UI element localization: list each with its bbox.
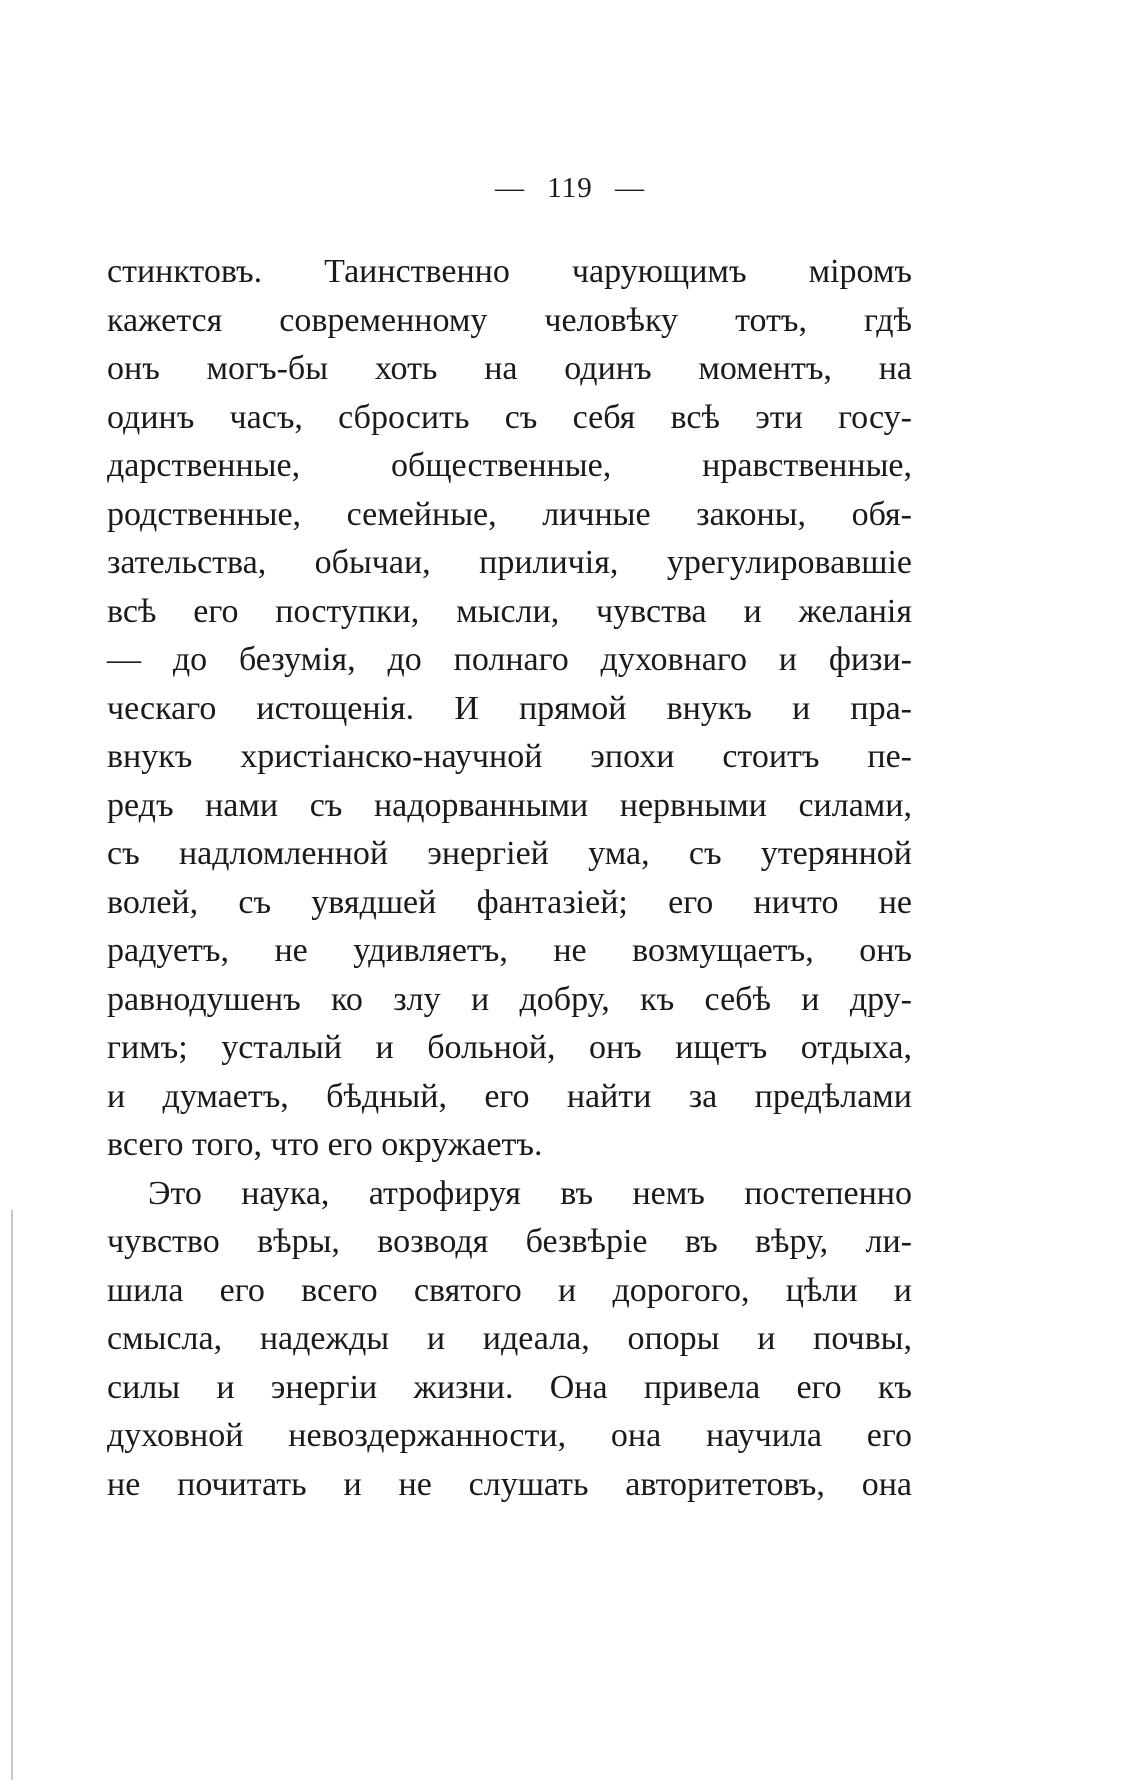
text-line: чувство вѣры, возводя безвѣріе въ вѣру, ли- [107,1223,912,1260]
scan-edge-mark [11,1210,13,1780]
text-line: онъ могъ-бы хоть на одинъ моментъ, на [107,350,912,387]
text-line: редъ нами съ надорванными нервными силами, [107,786,912,824]
paragraph-2 [107,1170,912,1510]
text-line: равнодушенъ ко злу и добру, къ себѣ и дру- [107,980,912,1018]
paragraph-1 [107,248,912,1170]
text-line: родственные, семейные, личные законы, обя- [107,495,912,533]
text-line: Это наука, атрофируя въ немъ постепенно [148,1174,912,1212]
text-line: дарственные, общественные, нравственные, [107,447,912,484]
text-line: — до безумія, до полнаго духовнаго и физи- [107,641,912,678]
text-line: зательства, обычаи, приличія, урегулировавшіе [107,544,912,581]
text-line: стинктовъ. Таинственно чарующимъ міромъ [107,253,912,290]
text-line: шила его всего святого и дорогого, цѣли и [107,1271,912,1309]
text-line: силы и энергіи жизни. Она привела его къ [107,1368,912,1406]
text-line: внукъ христіанско-научной эпохи стоитъ пе- [107,738,912,775]
text-line: кажется современному человѣку тотъ, гдѣ [107,301,912,339]
text-line: всего того, что его окружаетъ. [107,1126,543,1163]
text-line: гимъ; усталый и больной, онъ ищетъ отдыха, [107,1029,912,1066]
text-line: радуетъ, не удивляетъ, не возмущаетъ, онъ [107,932,912,969]
page-number: — 119 — [495,172,645,204]
text-line: одинъ часъ, сбросить съ себя всѣ эти госу- [107,398,912,436]
text-line: не почитать и не слушать авторитетовъ, она [107,1465,912,1503]
text-line: смысла, надежды и идеала, опоры и почвы, [107,1320,912,1357]
text-line: духовной невоздержанности, она научила его [107,1417,912,1454]
text-line: всѣ его поступки, мысли, чувства и желанія [107,592,912,630]
text-line: волей, съ увядшей фантазіей; его ничто не [107,883,912,921]
text-line: съ надломленной энергіей ума, съ утерянной [107,835,912,872]
body-text [107,248,912,1509]
text-line: и думаетъ, бѣдный, его найти за предѣлами [107,1077,912,1115]
text-line: ческаго истощенія. И прямой внукъ и пра- [107,689,912,727]
